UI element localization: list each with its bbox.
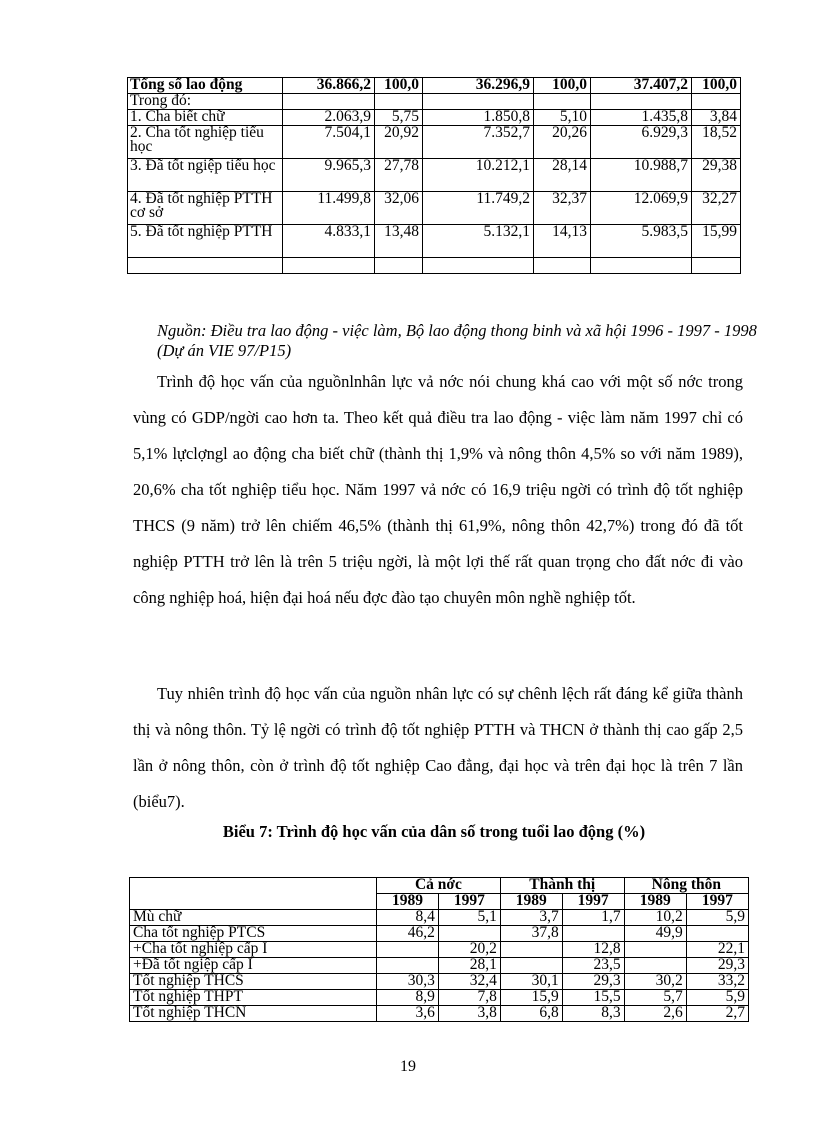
cell: 22,1 bbox=[686, 942, 748, 958]
table-row bbox=[130, 1006, 749, 1022]
row-label: Mù chữ bbox=[130, 910, 377, 926]
cell bbox=[624, 942, 686, 958]
cell: 14,13 bbox=[534, 225, 591, 258]
cell bbox=[283, 258, 375, 274]
cell: 2,6 bbox=[624, 1006, 686, 1022]
cell: 27,78 bbox=[375, 159, 423, 192]
cell bbox=[500, 942, 562, 958]
cell: 7.352,7 bbox=[423, 126, 534, 159]
row-label: Tốt nghiệp THPT bbox=[130, 990, 377, 1006]
row-label: Trong đó: bbox=[128, 94, 283, 110]
group-header: Nông thôn bbox=[624, 878, 748, 894]
labor-education-table bbox=[127, 77, 741, 274]
page-number: 19 bbox=[400, 1058, 416, 1075]
cell: 3,6 bbox=[377, 1006, 439, 1022]
cell: 5,1 bbox=[438, 910, 500, 926]
cell: 32,4 bbox=[438, 974, 500, 990]
cell: 5,75 bbox=[375, 110, 423, 126]
year-header: 1997 bbox=[438, 894, 500, 910]
table-row bbox=[128, 159, 741, 192]
cell: 3,84 bbox=[692, 110, 741, 126]
cell: 32,27 bbox=[692, 192, 741, 225]
cell bbox=[692, 258, 741, 274]
cell: 12.069,9 bbox=[591, 192, 692, 225]
cell: 15,5 bbox=[562, 990, 624, 1006]
cell: 32,06 bbox=[375, 192, 423, 225]
cell bbox=[128, 258, 283, 274]
cell: 20,26 bbox=[534, 126, 591, 159]
cell: 5,7 bbox=[624, 990, 686, 1006]
cell: 100,0 bbox=[375, 78, 423, 94]
cell: 7.504,1 bbox=[283, 126, 375, 159]
cell: 29,3 bbox=[562, 974, 624, 990]
cell: 32,37 bbox=[534, 192, 591, 225]
cell: 5.983,5 bbox=[591, 225, 692, 258]
cell: 1.435,8 bbox=[591, 110, 692, 126]
body-paragraph-1: Trình độ học vấn của nguồnlnhân lực vả nớc nói chung khá cao với một số nớc trong vùng có GDP/ngời cao hơn ta. Theo kết quả điều tra lao động - việc làm năm 1997 chỉ có 5,1% lựclợngl ao động cha biết chữ (thành thị 1,9% và nông thôn 4,5% so với năm 1989), 20,6% cha tốt nghiệp tiểu học. Năm 1997 vả nớc có 16,9 triệu ngời có trình độ tốt nghiệp THCS (9 năm) trở lên chiếm 46,5% (thành thị 61,9%, nông thôn 42,7%) trong đó đã tốt nghiệp PTTH trở lên là trên 5 triệu ngời, là một lợi thế rất quan trọng cho đất nớc đi vào công nghiệp hoá, hiện đại hoá nếu đợc đào tạo chuyên môn nghề nghiệp tốt. bbox=[133, 372, 743, 607]
year-header: 1997 bbox=[686, 894, 748, 910]
header-blank bbox=[130, 878, 377, 910]
cell: 28,14 bbox=[534, 159, 591, 192]
cell: 36.296,9 bbox=[423, 78, 534, 94]
table-row bbox=[128, 78, 741, 94]
cell: 12,8 bbox=[562, 942, 624, 958]
row-label: 4. Đã tốt nghiệp PTTH cơ sở bbox=[128, 192, 283, 225]
cell: 15,99 bbox=[692, 225, 741, 258]
row-label: Tổng số lao động bbox=[128, 78, 283, 94]
year-header: 1989 bbox=[500, 894, 562, 910]
year-header: 1989 bbox=[377, 894, 439, 910]
row-label: Cha tốt nghiệp PTCS bbox=[130, 926, 377, 942]
cell: 3,7 bbox=[500, 910, 562, 926]
cell: 4.833,1 bbox=[283, 225, 375, 258]
cell bbox=[534, 258, 591, 274]
cell: 6.929,3 bbox=[591, 126, 692, 159]
cell: 23,5 bbox=[562, 958, 624, 974]
cell: 1,7 bbox=[562, 910, 624, 926]
cell bbox=[423, 258, 534, 274]
row-label: Tốt nghiệp THCN bbox=[130, 1006, 377, 1022]
cell: 3,8 bbox=[438, 1006, 500, 1022]
cell: 10.988,7 bbox=[591, 159, 692, 192]
cell: 28,1 bbox=[438, 958, 500, 974]
cell: 5,9 bbox=[686, 910, 748, 926]
cell: 10,2 bbox=[624, 910, 686, 926]
cell: 5,9 bbox=[686, 990, 748, 1006]
cell: 11.499,8 bbox=[283, 192, 375, 225]
cell: 8,9 bbox=[377, 990, 439, 1006]
row-label: 5. Đã tốt nghiệp PTTH bbox=[128, 225, 283, 258]
cell: 100,0 bbox=[692, 78, 741, 94]
cell: 10.212,1 bbox=[423, 159, 534, 192]
source-note: Nguồn: Điều tra lao động - việc làm, Bộ lao động thong binh và xã hội 1996 - 1997 - 1998 (Dự án VIE 97/P15) bbox=[157, 321, 757, 360]
cell: 20,2 bbox=[438, 942, 500, 958]
cell: 2,7 bbox=[686, 1006, 748, 1022]
cell bbox=[591, 258, 692, 274]
cell: 18,52 bbox=[692, 126, 741, 159]
year-header: 1997 bbox=[562, 894, 624, 910]
table-caption: Biểu 7: Trình độ học vấn của dân số trong tuổi lao động (%) bbox=[222, 822, 646, 841]
table-row bbox=[128, 126, 741, 159]
table-row bbox=[128, 258, 741, 274]
cell: 15,9 bbox=[500, 990, 562, 1006]
year-header: 1989 bbox=[624, 894, 686, 910]
cell bbox=[375, 258, 423, 274]
row-label: 3. Đã tốt ngiệp tiểu học bbox=[128, 159, 283, 192]
cell: 37.407,2 bbox=[591, 78, 692, 94]
table-row bbox=[128, 192, 741, 225]
cell: 2.063,9 bbox=[283, 110, 375, 126]
body-paragraph-2: Tuy nhiên trình độ học vấn của nguồn nhân lực có sự chênh lệch rất đáng kể giữa thành thị và nông thôn. Tỷ lệ ngời có trình độ tốt nghiệp PTTH và THCN ở thành thị cao gấp 2,5 lần ở nông thôn, còn ở trình độ tốt nghiệp Cao đẳng, đại học và trên đại học là trên 7 lần (biểu7). bbox=[133, 684, 743, 811]
cell: 100,0 bbox=[534, 78, 591, 94]
cell: 33,2 bbox=[686, 974, 748, 990]
cell bbox=[377, 942, 439, 958]
row-label: 2. Cha tốt nghiệp tiểu học bbox=[128, 126, 283, 159]
row-label: +Đã tốt ngiệp cấp I bbox=[130, 958, 377, 974]
cell: 20,92 bbox=[375, 126, 423, 159]
cell: 5,10 bbox=[534, 110, 591, 126]
cell: 9.965,3 bbox=[283, 159, 375, 192]
row-label: Tốt nghiệp THCS bbox=[130, 974, 377, 990]
education-level-table bbox=[129, 877, 749, 1022]
cell: 36.866,2 bbox=[283, 78, 375, 94]
cell: 30,1 bbox=[500, 974, 562, 990]
cell: 46,2 bbox=[377, 926, 439, 942]
cell: 8,3 bbox=[562, 1006, 624, 1022]
cell: 49,9 bbox=[624, 926, 686, 942]
cell: 8,4 bbox=[377, 910, 439, 926]
cell: 29,3 bbox=[686, 958, 748, 974]
cell: 13,48 bbox=[375, 225, 423, 258]
row-label: 1. Cha biết chữ bbox=[128, 110, 283, 126]
cell: 1.850,8 bbox=[423, 110, 534, 126]
group-header: Cả nớc bbox=[377, 878, 501, 894]
table-row bbox=[128, 225, 741, 258]
cell: 7,8 bbox=[438, 990, 500, 1006]
group-header: Thành thị bbox=[500, 878, 624, 894]
row-label: +Cha tốt nghiệp cấp I bbox=[130, 942, 377, 958]
cell: 6,8 bbox=[500, 1006, 562, 1022]
cell: 30,3 bbox=[377, 974, 439, 990]
cell: 29,38 bbox=[692, 159, 741, 192]
cell: 11.749,2 bbox=[423, 192, 534, 225]
cell: 30,2 bbox=[624, 974, 686, 990]
cell: 5.132,1 bbox=[423, 225, 534, 258]
cell: 37,8 bbox=[500, 926, 562, 942]
